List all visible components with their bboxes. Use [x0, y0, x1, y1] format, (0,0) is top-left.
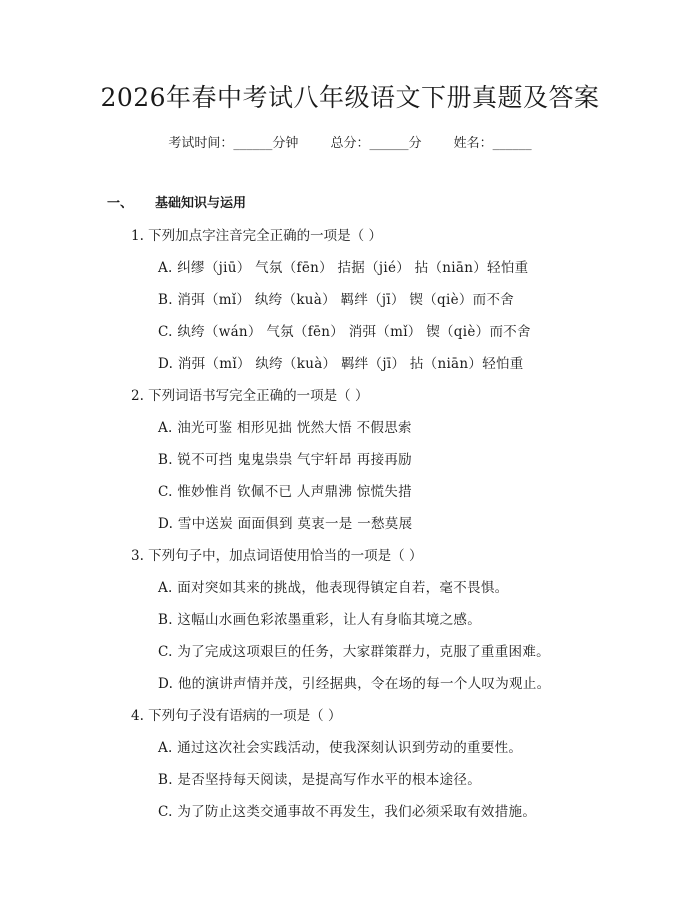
- question-stem: 3. 下列句子中，加点词语使用恰当的一项是（ ）: [131, 548, 423, 564]
- section-number: 一、: [107, 196, 134, 211]
- option-text: C. 为了防止这类交通事故不再发生，我们必须采取有效措施。: [158, 804, 537, 820]
- option-text: A. 面对突如其来的挑战，他表现得镇定自若，毫不畏惧。: [158, 580, 509, 596]
- page-title: 2026年春中考试八年级语文下册真题及答案: [100, 83, 600, 112]
- option-text: C. 惟妙惟肖 钦佩不已 人声鼎沸 惊慌失措: [158, 484, 412, 500]
- option-text: C. 纨绔（wán） 气氛（fēn） 消弭（mǐ） 锲（qiè）而不舍: [158, 324, 531, 340]
- option-text: D. 他的演讲声情并茂，引经据典，令在场的每一个人叹为观止。: [158, 676, 551, 692]
- exam-name: 姓名：______: [453, 136, 532, 151]
- question-stem: 2. 下列词语书写完全正确的一项是（ ）: [131, 388, 369, 404]
- option-text: B. 锐不可挡 鬼鬼祟祟 气宇轩昂 再接再励: [158, 452, 412, 468]
- option-text: B. 这幅山水画色彩浓墨重彩，让人有身临其境之感。: [158, 612, 482, 628]
- option-text: A. 纠缪（jiū） 气氛（fēn） 拮据（jié） 拈（niān）轻怕重: [158, 260, 529, 276]
- exam-score: 总分：______分: [330, 136, 422, 151]
- question-stem: 1. 下列加点字注音完全正确的一项是（ ）: [131, 228, 382, 244]
- option-text: A. 油光可鉴 相形见拙 恍然大悟 不假思索: [158, 420, 412, 436]
- option-text: B. 是否坚持每天阅读，是提高写作水平的根本途径。: [158, 772, 482, 788]
- section-label: 基础知识与运用: [155, 196, 247, 211]
- option-text: D. 消弭（mǐ） 纨绔（kuà） 羁绊（jī） 拈（niān）轻怕重: [158, 356, 524, 372]
- option-text: D. 雪中送炭 面面俱到 莫衷一是 一愁莫展: [158, 516, 413, 532]
- option-text: B. 消弭（mǐ） 纨绔（kuà） 羁绊（jī） 锲（qiè）而不舍: [158, 292, 515, 308]
- question-stem: 4. 下列句子没有语病的一项是（ ）: [131, 708, 342, 724]
- exam-meta: [0, 132, 700, 151]
- exam-time: 考试时间：______分钟: [168, 136, 299, 151]
- option-text: A. 通过这次社会实践活动，使我深刻认识到劳动的重要性。: [158, 740, 523, 756]
- option-text: C. 为了完成这项艰巨的任务，大家群策群力，克服了重重困难。: [158, 644, 550, 660]
- section-heading: [107, 192, 246, 211]
